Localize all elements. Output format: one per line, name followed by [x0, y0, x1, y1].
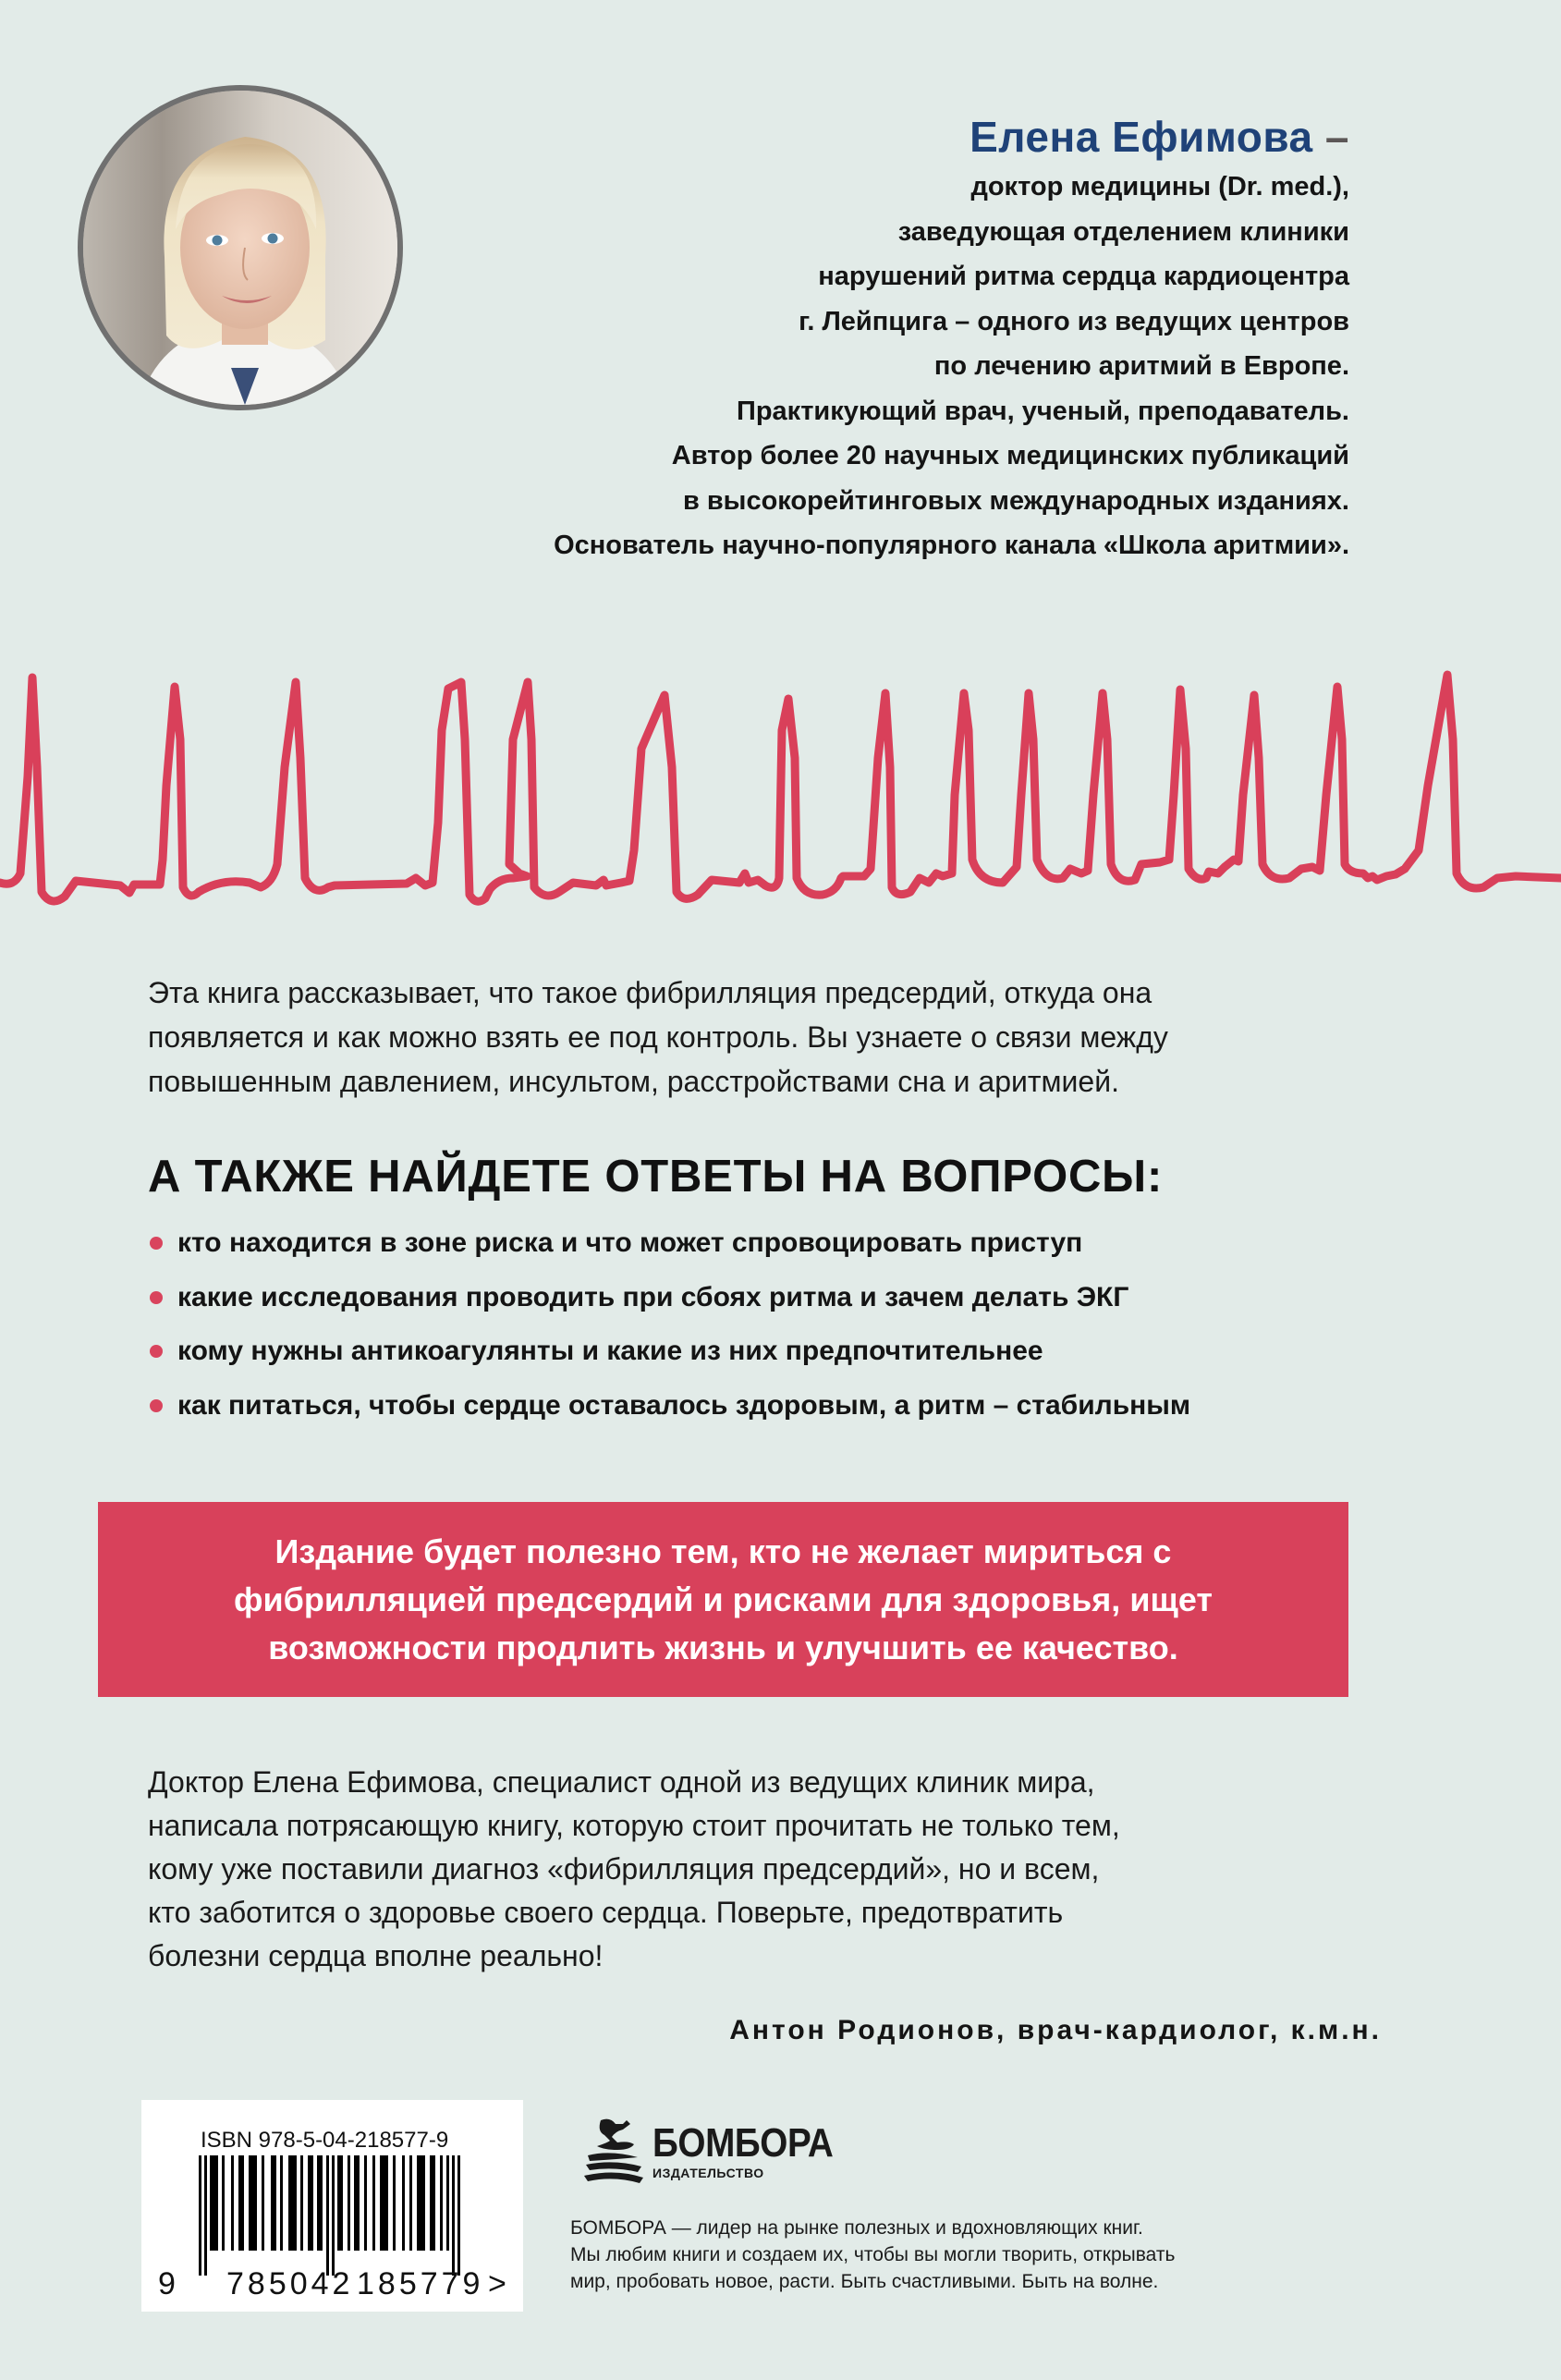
question-text: какие исследования проводить при сбоях ритма и зачем делать ЭКГ — [177, 1281, 1129, 1312]
ecg-waveform-icon — [0, 647, 1561, 924]
author-name-dash: – — [1324, 113, 1349, 161]
question-item — [148, 1276, 1190, 1331]
bio-line: Практикующий врач, ученый, преподаватель. — [737, 396, 1349, 426]
barcode-digit-first: 9 — [158, 2266, 176, 2301]
author-name-text: Елена Ефимова — [970, 113, 1313, 161]
callout-box — [98, 1502, 1348, 1697]
bullet-dot-icon — [150, 1399, 163, 1412]
bullet-dot-icon — [150, 1345, 163, 1358]
quote-line: Доктор Елена Ефимова, специалист одной из ведущих клиник мира, — [148, 1765, 1095, 1799]
surfer-logo-icon — [582, 2117, 645, 2187]
publisher-blurb-line: БОМБОРА — лидер на рынке полезных и вдохновляющих книг. — [570, 2217, 1143, 2239]
publisher-wordmark — [652, 2120, 858, 2180]
question-text: кому нужны антикоагулянты и какие из них предпочтительнее — [177, 1336, 1043, 1366]
question-item — [148, 1222, 1190, 1276]
bullet-dot-icon — [150, 1291, 163, 1304]
question-text: кто находится в зоне риска и что может спровоцировать приступ — [177, 1227, 1083, 1258]
question-item — [148, 1330, 1190, 1385]
bullet-dot-icon — [150, 1237, 163, 1250]
callout-line: возможности продлить жизнь и улучшить ее качество. — [268, 1628, 1178, 1666]
bio-line: заведующая отделением клиники — [897, 216, 1349, 247]
questions-heading: А ТАКЖЕ НАЙДЕТЕ ОТВЕТЫ НА ВОПРОСЫ: — [148, 1152, 1164, 1202]
quote-line: болезни сердца вполне реально! — [148, 1939, 604, 1972]
bio-line: нарушений ритма сердца кардиоцентра — [818, 262, 1349, 291]
quote-line: кому уже поставили диагноз «фибрилляция предсердий», но и всем, — [148, 1852, 1100, 1886]
question-text: как питаться, чтобы сердце оставалось здоровым, а ритм – стабильным — [177, 1389, 1191, 1421]
intro-line: Эта книга рассказывает, что такое фибрилляция предсердий, откуда она — [148, 976, 1152, 1009]
bio-line: по лечению аритмий в Европе. — [933, 351, 1349, 381]
review-attribution: Антон Родионов, врач-кардиолог, к.м.н. — [729, 2015, 1382, 2045]
publisher-name: БОМБОРА — [652, 2120, 834, 2166]
quote-line: написала потрясающую книгу, которую стоит прочитать не только тем, — [148, 1809, 1120, 1842]
callout-line: фибрилляцией предсердий и рисками для здоровья, ищет — [233, 1580, 1213, 1618]
bio-line: Основатель научно-популярного канала «Школа аритмии». — [554, 531, 1349, 560]
isbn-label: ISBN 978-5-04-218577-9 — [201, 2128, 449, 2153]
barcode-quiet-mark: > — [488, 2266, 506, 2301]
author-photo — [78, 85, 403, 410]
publisher-blurb-line: мир, пробовать новое, расти. Быть счастливыми. Быть на волне. — [570, 2271, 1159, 2292]
questions-list — [148, 1222, 1190, 1438]
bio-line: в высокорейтинговых международных изданиях. — [682, 485, 1349, 516]
intro-line: повышенным давлением, инсультом, расстройствами сна и аритмией. — [148, 1065, 1119, 1098]
barcode-digits — [141, 2266, 523, 2303]
barcode-digits-right: 185779 — [357, 2266, 484, 2301]
portrait-image — [83, 91, 397, 405]
intro-paragraph — [148, 970, 1423, 1104]
question-item — [148, 1385, 1190, 1439]
quote-line: кто заботится о здоровье своего сердца. Поверьте, предотвратить — [148, 1896, 1064, 1929]
barcode-digits-left: 785042 — [226, 2266, 354, 2301]
publisher-blurb-line: Мы любим книги и создаем их, чтобы вы могли творить, открывать — [570, 2244, 1176, 2265]
bio-line: г. Лейпцига – одного из ведущих центров — [799, 306, 1349, 336]
author-bio — [554, 109, 1349, 568]
publisher-subtitle: ИЗДАТЕЛЬСТВО — [652, 2166, 764, 2180]
intro-line: появляется и как можно взять ее под контроль. Вы узнаете о связи между — [148, 1020, 1168, 1054]
barcode-bars-icon — [197, 2155, 474, 2276]
publisher-logo — [582, 2117, 858, 2187]
isbn-barcode — [141, 2100, 523, 2312]
callout-line: Издание будет полезно тем, кто не желает мириться с — [274, 1532, 1172, 1570]
author-name — [554, 109, 1349, 165]
publisher-blurb — [570, 2215, 1175, 2295]
bio-line: доктор медицины (Dr. med.), — [970, 172, 1349, 201]
bio-line: Автор более 20 научных медицинских публикаций — [671, 441, 1349, 470]
review-quote — [148, 1761, 1120, 1978]
